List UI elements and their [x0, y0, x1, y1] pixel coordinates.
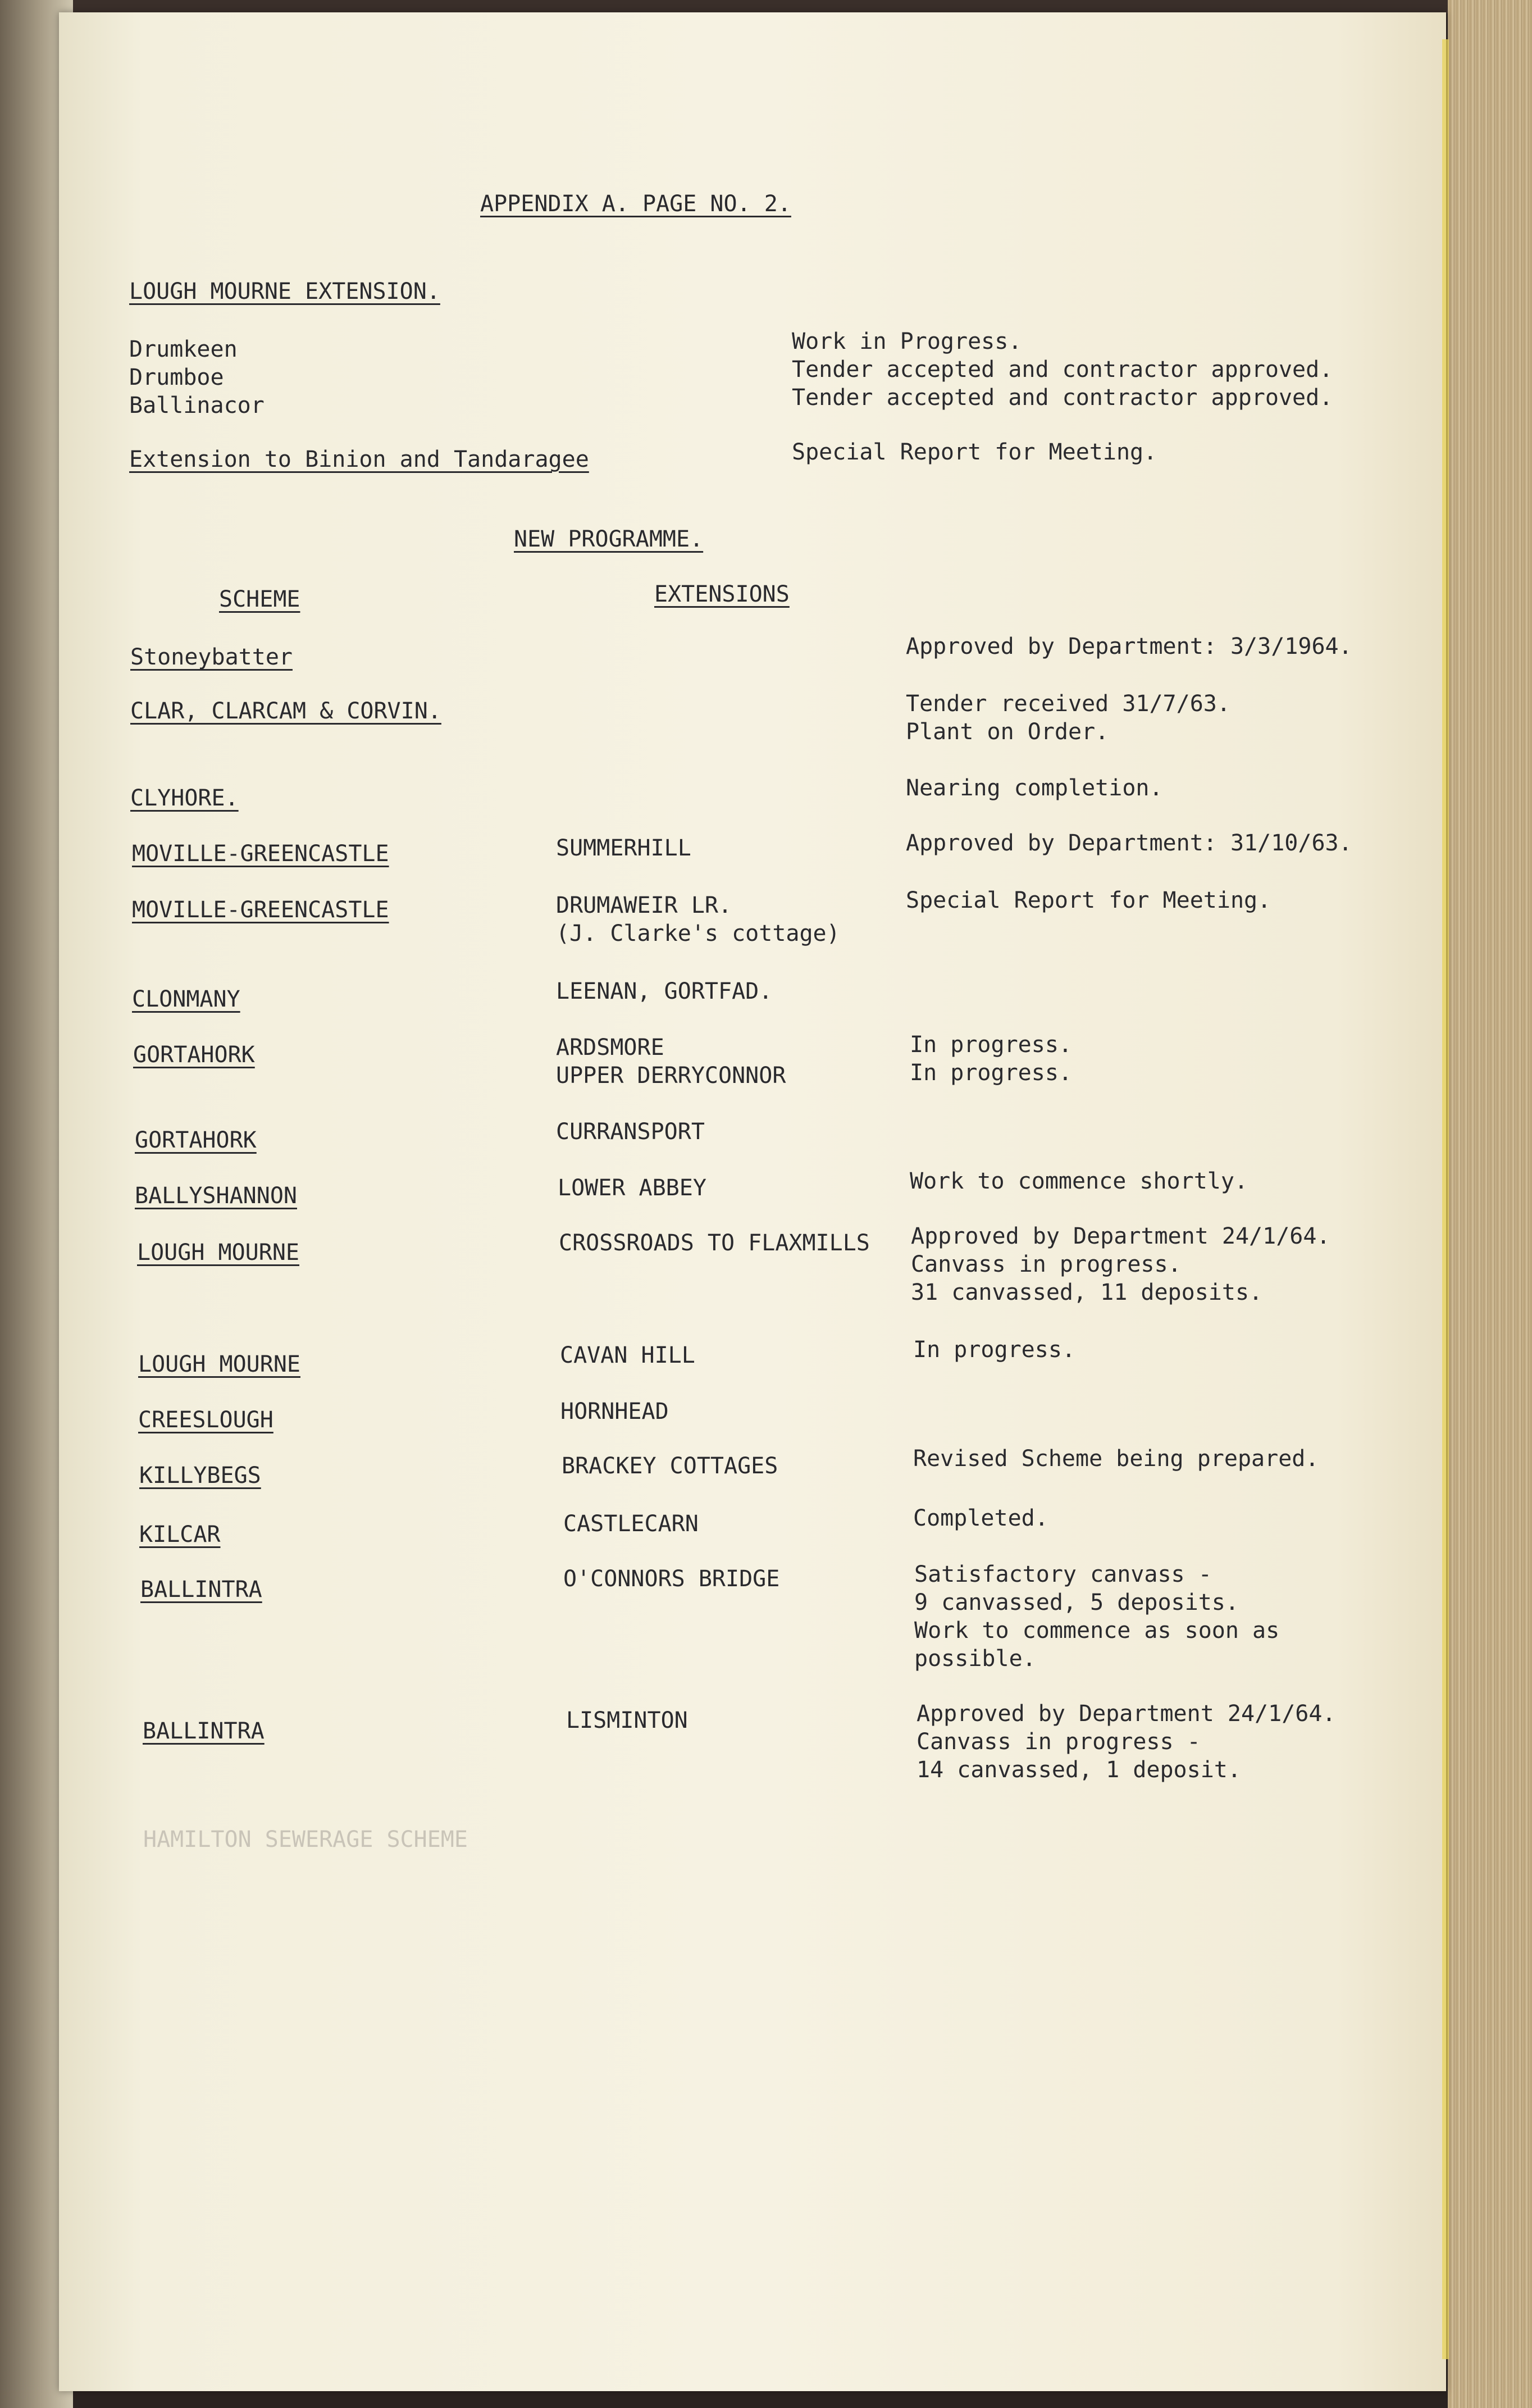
scheme-name: MOVILLE-GREENCASTLE [132, 841, 389, 867]
extension-heading: LOUGH MOURNE EXTENSION. [129, 279, 440, 304]
faded-footer-text: HAMILTON SEWERAGE SCHEME [143, 1827, 468, 1852]
extension-name: CROSSROADS TO FLAXMILLS [559, 1230, 870, 1256]
scheme-status: In progress. [910, 1060, 1072, 1086]
extension-name: LEENAN, GORTFAD. [556, 978, 773, 1004]
scheme-status: Revised Scheme being prepared. [913, 1446, 1319, 1472]
extension-name: CAVAN HILL [560, 1342, 695, 1368]
scheme-name: KILLYBEGS [139, 1463, 261, 1489]
extension-extra-status: Special Report for Meeting. [792, 439, 1157, 465]
extension-name: CURRANSPORT [556, 1119, 705, 1145]
scheme-status: Work to commence shortly. [910, 1168, 1248, 1194]
extension-extra-name: Extension to Binion and Tandaragee [129, 447, 589, 472]
scheme-name: CLAR, CLARCAM & CORVIN. [130, 698, 441, 724]
scheme-name: BALLYSHANNON [135, 1183, 297, 1209]
extension-name: CASTLECARN [563, 1511, 699, 1537]
extension-name: LOWER ABBEY [558, 1175, 706, 1201]
scheme-status: Special Report for Meeting. [906, 887, 1271, 913]
scheme-status: Work to commence as soon as [914, 1618, 1280, 1644]
scheme-name: LOUGH MOURNE [138, 1351, 300, 1377]
extension-name: SUMMERHILL [556, 835, 691, 861]
scheme-status: Tender received 31/7/63. [906, 691, 1230, 717]
column-header-scheme: SCHEME [219, 586, 300, 612]
extension-item-name: Drumkeen [129, 336, 238, 362]
scheme-name: LOUGH MOURNE [137, 1240, 299, 1266]
scheme-name: CLYHORE. [130, 785, 239, 811]
extension-name: O'CONNORS BRIDGE [563, 1566, 780, 1592]
extension-item-name: Ballinacor [129, 393, 265, 418]
scheme-status: 14 canvassed, 1 deposit. [917, 1757, 1241, 1783]
scheme-name: Stoneybatter [130, 644, 293, 670]
extension-name: (J. Clarke's cottage) [556, 921, 840, 946]
column-header-extensions: EXTENSIONS [654, 581, 790, 607]
extension-name: LISMINTON [566, 1708, 688, 1733]
scheme-name: GORTAHORK [133, 1042, 255, 1068]
scheme-status: possible. [914, 1646, 1036, 1672]
scheme-status: 31 canvassed, 11 deposits. [911, 1280, 1263, 1305]
book-right-page-edges [1448, 0, 1532, 2408]
scheme-status: Nearing completion. [906, 775, 1163, 801]
scheme-status: Approved by Department: 3/3/1964. [906, 634, 1352, 659]
new-programme-heading: NEW PROGRAMME. [514, 526, 704, 552]
extension-name: DRUMAWEIR LR. [556, 893, 732, 918]
extension-name: ARDSMORE [556, 1035, 664, 1060]
scheme-status: Approved by Department 24/1/64. [911, 1223, 1330, 1249]
extension-item-name: Drumboe [129, 365, 224, 390]
book-top-edge [0, 0, 1532, 13]
extension-item-status: Tender accepted and contractor approved. [792, 357, 1333, 383]
extension-name: BRACKEY COTTAGES [562, 1453, 778, 1479]
extension-item-status: Tender accepted and contractor approved. [792, 385, 1333, 411]
scheme-name: CREESLOUGH [138, 1407, 273, 1433]
scheme-status: Canvass in progress. [911, 1251, 1182, 1277]
yellow-tab-strip [1442, 39, 1449, 2359]
scheme-name: MOVILLE-GREENCASTLE [132, 897, 389, 923]
scheme-status: In progress. [910, 1032, 1072, 1058]
scheme-name: BALLINTRA [143, 1718, 265, 1744]
extension-name: UPPER DERRYCONNOR [556, 1063, 786, 1089]
scheme-status: 9 canvassed, 5 deposits. [914, 1590, 1239, 1615]
scheme-name: KILCAR [139, 1522, 221, 1547]
scheme-status: Satisfactory canvass - [914, 1562, 1212, 1587]
scheme-name: BALLINTRA [140, 1577, 262, 1603]
scheme-status: Approved by Department 24/1/64. [917, 1701, 1336, 1727]
scheme-name: CLONMANY [132, 986, 240, 1012]
extension-item-status: Work in Progress. [792, 329, 1022, 354]
scheme-name: GORTAHORK [135, 1127, 257, 1153]
scheme-status: Plant on Order. [906, 719, 1109, 745]
page-title: APPENDIX A. PAGE NO. 2. [480, 191, 791, 217]
scheme-status: Approved by Department: 31/10/63. [906, 830, 1352, 856]
scheme-status: In progress. [913, 1337, 1075, 1363]
scheme-status: Completed. [913, 1505, 1048, 1531]
scheme-status: Canvass in progress - [917, 1729, 1201, 1755]
extension-name: HORNHEAD [560, 1399, 669, 1424]
